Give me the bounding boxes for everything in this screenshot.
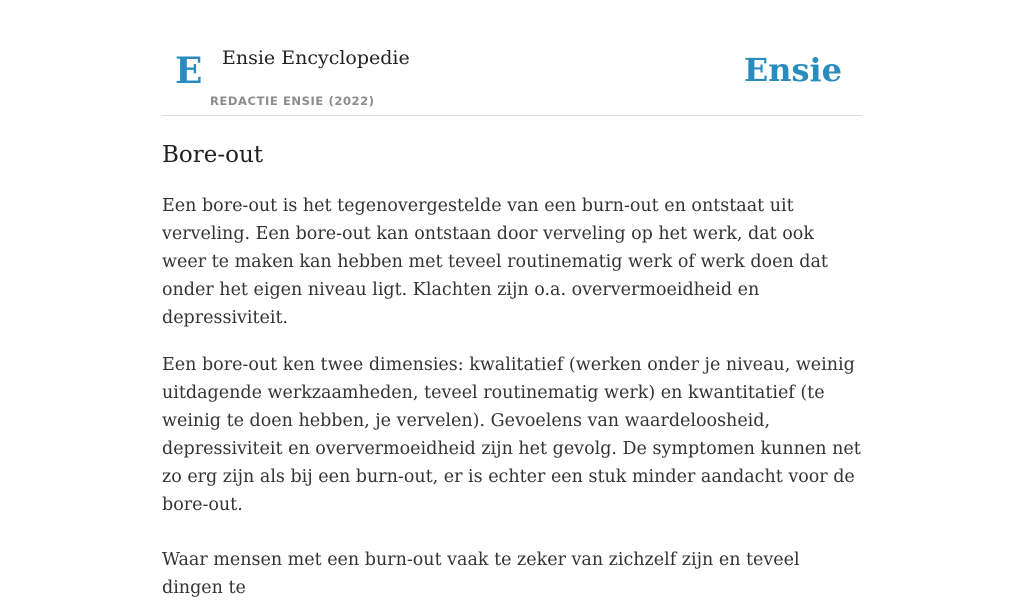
- article-paragraph: Een bore-out is het tegenovergestelde van een burn-out en ontstaat uit verveling. Een bore-out kan ontstaan door verveling op het werk, dat ook weer te maken kan hebben met teveel routinematig werk of werk doen dat onder het eigen niveau ligt. Klachten zijn o.a. oververmoeidheid en depressiviteit.: [162, 196, 828, 328]
- article-paragraph: Een bore-out ken twee dimensies: kwalitatief (werken onder je niveau, weinig uitdagende werkzaamheden, teveel routinematig werk) en kwantitatief (te weinig te doen hebben, je vervelen). Gevoelens van waardeloosheid, depressiviteit en oververmoeidheid zijn het gevolg. De symptomen kunnen net zo erg zijn als bij een burn-out, er is echter een stuk minder aandacht voor de bore-out.: [162, 355, 861, 515]
- source-header: [162, 36, 862, 116]
- source-name[interactable]: Ensie Encyclopedie: [222, 47, 410, 69]
- article-paragraph: Waar mensen met een burn-out vaak te zeker van zichzelf zijn en teveel dingen te: [162, 550, 800, 598]
- author-credit: REDACTIE ENSIE (2022): [210, 94, 375, 108]
- encyclopedia-logo-icon: E: [175, 50, 203, 92]
- article-body: [162, 192, 862, 602]
- brand-logo[interactable]: Ensie: [743, 51, 842, 89]
- article-title: Bore-out: [162, 142, 264, 168]
